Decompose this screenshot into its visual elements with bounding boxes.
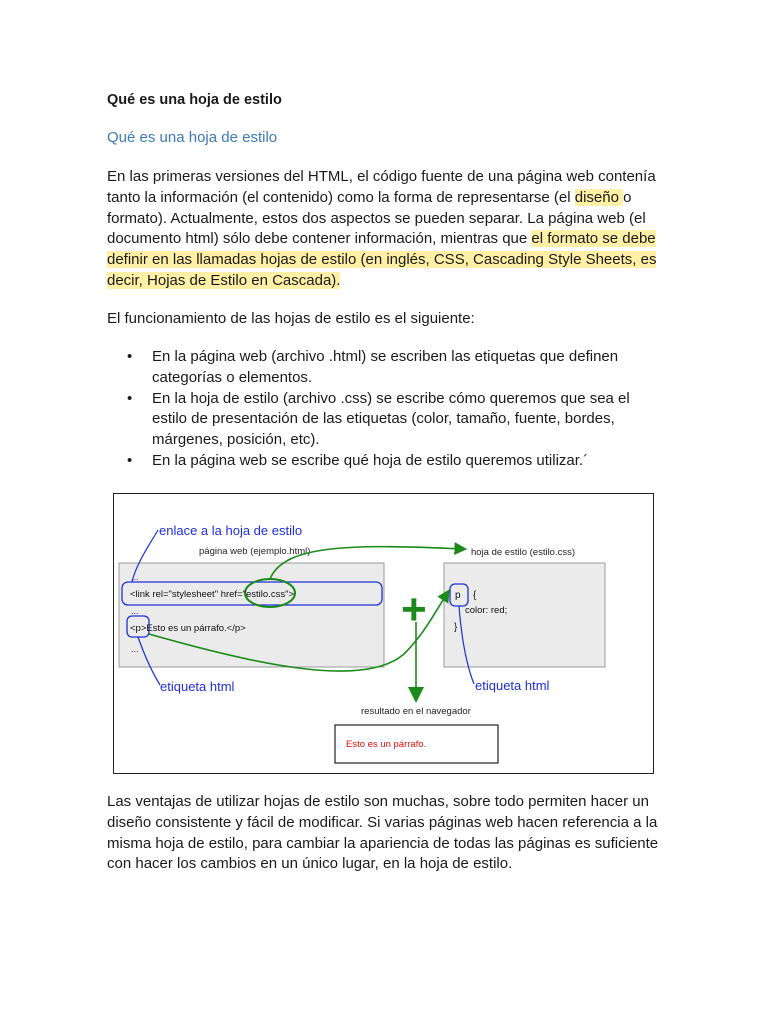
bullet-icon: • (127, 451, 133, 469)
css-diagram-svg (114, 494, 655, 775)
plus-sign: + (401, 585, 427, 634)
label-css-file: hoja de estilo (estilo.css) (471, 547, 576, 558)
intro-text-1: En las primeras versiones del HTML, el código fuente de una página web contenía tanto la información (el contenido) como la forma de representarse (el (107, 168, 656, 206)
css-selector: p (455, 590, 461, 601)
list-item (107, 389, 663, 451)
intro-paragraph (107, 167, 663, 292)
page-title: Qué es una hoja de estilo (107, 92, 282, 108)
list-item-text: En la página web se escribe qué hoja de estilo queremos utilizar.´ (152, 451, 589, 469)
label-tag-right: etiqueta html (475, 678, 550, 693)
list-item (107, 451, 663, 472)
html-file-box (119, 563, 384, 667)
bullet-list (107, 347, 663, 472)
css-close-brace: } (454, 622, 458, 633)
code-link-suffix: > (288, 589, 294, 600)
list-item-text: En la hoja de estilo (archivo .css) se escribe cómo queremos que sea el estilo de presentación de las etiquetas (color, tamaño, fuente, bordes, márgenes, posición, etc). (152, 389, 630, 449)
code-p-rest: Esto es un párrafo.</p> (146, 623, 246, 634)
code-p-tag: <p> (130, 623, 147, 634)
code-dots-bottom: ... (131, 644, 139, 654)
code-link-value: "estilo.css" (242, 589, 289, 600)
code-link-line (130, 589, 294, 600)
bullet-icon: • (127, 348, 133, 365)
code-dots-top: ... (131, 572, 139, 582)
bullet-icon: • (127, 389, 133, 407)
highlight-diseno: diseño (574, 188, 624, 206)
advantages-paragraph: Las ventajas de utilizar hojas de estilo son muchas, sobre todo permiten hacer un diseño consistente y fácil de modificar. Si varias páginas web hacen referencia a la misma hoja de estilo, para cambiar la apariencia de todas las páginas es suficiente con hacer los cambios en un único lugar, en la hoja de estilo. (107, 793, 659, 873)
css-rule: color: red; (465, 605, 508, 616)
label-result: resultado en el navegador (361, 706, 471, 717)
functioning-paragraph: El funcionamiento de las hojas de estilo es el siguiente: (107, 310, 475, 327)
highlight-formato: el formato se debe definir en las llamadas hojas de estilo (en inglés, CSS, Cascading Style Sheets, es decir, Hojas de Estilo en Cascada). (107, 230, 657, 289)
code-p-line (130, 623, 246, 634)
section-heading: Qué es una hoja de estilo (107, 129, 278, 146)
css-diagram (113, 493, 654, 774)
result-text: Esto es un párrafo. (346, 739, 427, 750)
label-html-file: página web (ejemplo.html) (199, 546, 311, 557)
list-item-text: En la página web (archivo .html) se escriben las etiquetas que definen categorías o elementos. (152, 348, 619, 386)
code-dots-mid: ... (131, 606, 139, 616)
intro-text-2: o formato). Actualmente, estos dos aspectos se pueden separar. La página web (el documento html) sólo debe contener información, mientras que (107, 188, 646, 248)
label-tag-left: etiqueta html (160, 679, 235, 694)
css-open-brace: { (473, 590, 477, 601)
list-item (107, 347, 663, 389)
label-link: enlace a la hoja de estilo (159, 523, 303, 538)
code-link-prefix: <link rel="stylesheet" href= (130, 589, 243, 600)
